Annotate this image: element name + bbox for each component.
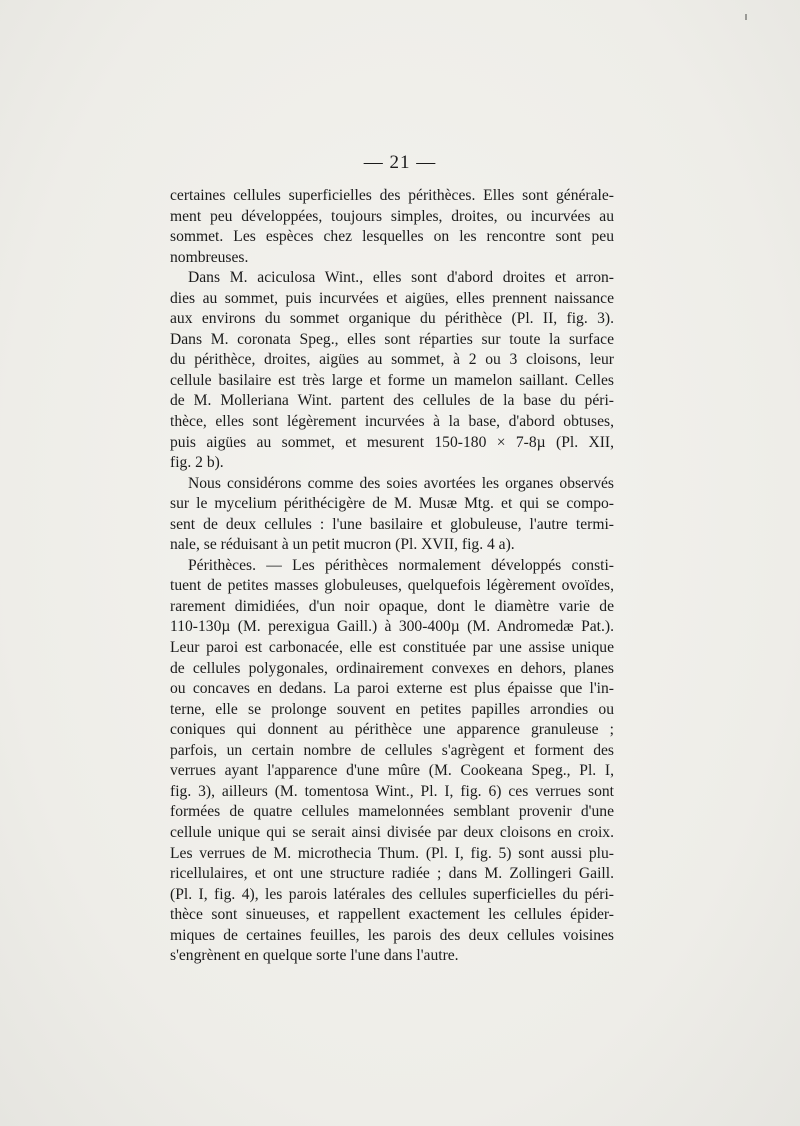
- text-line: dies au sommet, puis incurvées et aigües, elles prennent naissance: [170, 289, 614, 307]
- text-line: 110-130µ (M. perexigua Gaill.) à 300-400µ (M. Andromedæ Pat.).: [170, 618, 614, 636]
- text-line: thèce, elles sont légèrement incurvées à la base, d'abord obtuses,: [170, 413, 614, 431]
- text-line: (Pl. I, fig. 4), les parois latérales des cellules superficielles du péri-: [170, 885, 614, 903]
- text-line: Dans M. coronata Speg., elles sont réparties sur toute la surface: [170, 330, 614, 348]
- text-line: Les verrues de M. microthecia Thum. (Pl. I, fig. 5) sont aussi plu-: [170, 844, 614, 862]
- page-number: — 21 —: [363, 152, 437, 173]
- text-line: fig. 3), ailleurs (M. tomentosa Wint., Pl. I, fig. 6) ces verrues sont: [170, 782, 614, 800]
- text-line: verrues ayant l'apparence d'une mûre (M. Cookeana Speg., Pl. I,: [170, 762, 614, 780]
- text-line: thèce sont sinueuses, et rappellent exactement les cellules épider-: [170, 906, 614, 924]
- text-line: de cellules polygonales, ordinairement convexes en dehors, planes: [170, 659, 614, 677]
- text-line: puis aigües au sommet, et mesurent 150-180 × 7-8µ (Pl. XII,: [170, 433, 614, 451]
- text-line: Périthèces. — Les périthèces normalement développés consti-: [188, 556, 614, 574]
- text-line: fig. 2 b).: [170, 454, 224, 472]
- text-line: nale, se réduisant à un petit mucron (Pl. XVII, fig. 4 a).: [170, 536, 515, 554]
- text-line: tuent de petites masses globuleuses, quelquefois légèrement ovoïdes,: [170, 577, 614, 595]
- text-line: terne, elle se prolonge souvent en petites papilles arrondies ou: [170, 700, 614, 718]
- text-line: certaines cellules superficielles des périthèces. Elles sont générale-: [170, 187, 614, 204]
- text-line: formées de quatre cellules mamelonnées semblant provenir d'une: [170, 803, 614, 821]
- text-line: cellule basilaire est très large et forme un mamelon saillant. Celles: [170, 371, 614, 389]
- text-line: cellule unique qui se serait ainsi divisée par deux cloisons en croix.: [170, 823, 614, 841]
- text-line: miques de certaines feuilles, les parois des deux cellules voisines: [170, 926, 614, 944]
- text-line: nombreuses.: [170, 248, 249, 266]
- text-line: aux environs du sommet organique du périthèce (Pl. II, fig. 3).: [170, 310, 614, 328]
- text-line: sent de deux cellules : l'une basilaire et globuleuse, l'autre termi-: [170, 515, 614, 533]
- text-line: s'engrènent en quelque sorte l'une dans l'autre.: [170, 947, 459, 965]
- text-line: sommet. Les espèces chez lesquelles on les rencontre sont peu: [170, 228, 614, 246]
- text-line: ment peu développées, toujours simples, droites, ou incurvées au: [170, 207, 614, 225]
- text-line: coniques qui donnent au périthèce une apparence granuleuse ;: [170, 721, 614, 739]
- paper-speck: [745, 14, 747, 20]
- text-line: Leur paroi est carbonacée, elle est constituée par une assise unique: [170, 639, 614, 657]
- text-line: Nous considérons comme des soies avortées les organes observés: [188, 474, 614, 492]
- text-line: parfois, un certain nombre de cellules s'agrègent et forment des: [170, 741, 614, 759]
- text-line: ricellulaires, et ont une structure radiée ; dans M. Zollingeri Gaill.: [170, 865, 614, 883]
- text-line: sur le mycelium périthécigère de M. Musæ Mtg. et qui se compo-: [170, 495, 614, 513]
- body-text: [170, 186, 614, 967]
- text-line: Dans M. aciculosa Wint., elles sont d'abord droites et arron-: [188, 269, 614, 287]
- text-line: de M. Molleriana Wint. partent des cellules de la base du péri-: [170, 392, 614, 410]
- text-line: du périthèce, droites, aigües au sommet, à 2 ou 3 cloisons, leur: [170, 351, 614, 369]
- text-line: rarement dimidiées, d'un noir opaque, dont le diamètre varie de: [170, 597, 614, 615]
- text-line: ou concaves en dedans. La paroi externe est plus épaisse que l'in-: [170, 680, 614, 698]
